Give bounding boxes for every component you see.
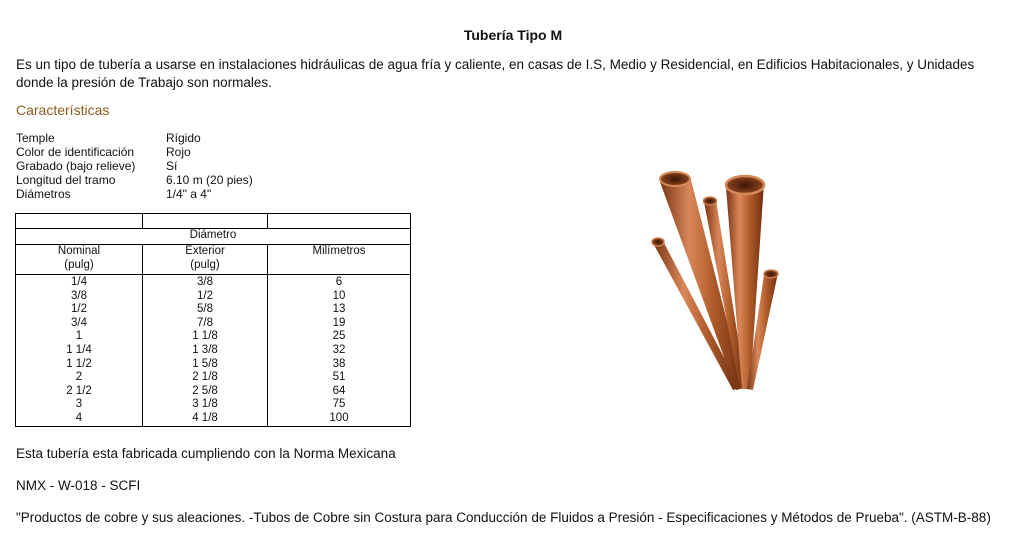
cell-exterior: 1 3/8 — [143, 344, 268, 358]
table-spacer-row — [16, 214, 411, 229]
table-group-header-row — [16, 229, 411, 245]
cell-nominal: 3 — [16, 398, 143, 412]
spec-value: Rígido — [166, 131, 201, 145]
cell-exterior: 7/8 — [143, 317, 268, 331]
column-header-exterior — [143, 245, 268, 275]
cell-nominal: 1 1/4 — [16, 344, 143, 358]
header-nominal: Nominal (pulg) — [57, 245, 101, 271]
table-row — [16, 344, 411, 358]
spec-key: Longitud del tramo — [16, 173, 116, 187]
spec-value: Sí — [166, 159, 178, 173]
cell-mm: 51 — [268, 371, 411, 385]
cell-exterior: 2 5/8 — [143, 385, 268, 399]
cell-nominal: 1/2 — [16, 303, 143, 317]
cell-mm: 38 — [268, 358, 411, 372]
intro-paragraph: Es un tipo de tubería a usarse en instalaciones hidráulicas de agua fría y caliente, en casas de I.S, Medio y Residencial, en Edificios Habitacionales, y Unidades donde la presión de Trabajo son normales. — [16, 57, 975, 90]
spec-value: Rojo — [166, 145, 191, 159]
column-header-nominal — [16, 245, 143, 275]
cell-mm: 19 — [268, 317, 411, 331]
table-row — [16, 371, 411, 385]
spec-value: 1/4" a 4" — [166, 187, 212, 201]
cell-nominal: 1 — [16, 330, 143, 344]
spec-row — [16, 173, 253, 187]
cell-exterior: 5/8 — [143, 303, 268, 317]
cell-exterior: 3/8 — [143, 275, 268, 290]
header-milimetros: Milímetros — [312, 245, 366, 257]
cell-nominal: 3/8 — [16, 290, 143, 304]
cell-exterior: 4 1/8 — [143, 412, 268, 426]
cell-mm: 25 — [268, 330, 411, 344]
cell-mm: 6 — [268, 275, 411, 290]
spec-key: Color de identificación — [16, 145, 135, 159]
table-row — [16, 275, 411, 290]
spec-key: Grabado (bajo relieve) — [16, 159, 136, 173]
table-row — [16, 358, 411, 372]
spec-row — [16, 145, 253, 159]
norm-note: Esta tubería esta fabricada cumpliendo con la Norma Mexicana — [16, 446, 396, 461]
spec-value: 6.10 m (20 pies) — [166, 173, 253, 187]
spec-key: Temple — [16, 131, 55, 145]
diameter-table — [15, 213, 411, 427]
cell-exterior: 1 5/8 — [143, 358, 268, 372]
cell-exterior: 2 1/8 — [143, 371, 268, 385]
norm-code: NMX - W-018 - SCFI — [16, 478, 141, 493]
table-group-header: Diámetro — [16, 229, 411, 245]
table-row — [16, 398, 411, 412]
spec-row — [16, 131, 253, 145]
cell-exterior: 1/2 — [143, 290, 268, 304]
cell-nominal: 1/4 — [16, 275, 143, 290]
cell-nominal: 2 — [16, 371, 143, 385]
spec-row — [16, 187, 253, 201]
cell-mm: 32 — [268, 344, 411, 358]
copper-pipes-illustration — [640, 160, 800, 400]
cell-mm: 100 — [268, 412, 411, 426]
header-exterior: Exterior (pulg) — [185, 245, 225, 271]
column-header-milimetros — [268, 245, 411, 275]
section-title: Características — [16, 102, 110, 118]
cell-mm: 64 — [268, 385, 411, 399]
spec-key: Diámetros — [16, 187, 71, 201]
table-row — [16, 303, 411, 317]
table-header-row — [16, 245, 411, 275]
specs-list — [16, 131, 253, 201]
cell-exterior: 3 1/8 — [143, 398, 268, 412]
page-title: Tubería Tipo M — [463, 27, 563, 43]
cell-mm: 13 — [268, 303, 411, 317]
table-row — [16, 385, 411, 399]
table-row — [16, 290, 411, 304]
cell-mm: 75 — [268, 398, 411, 412]
cell-nominal: 4 — [16, 412, 143, 426]
norm-description: "Productos de cobre y sus aleaciones. -Tubos de Cobre sin Costura para Conducción de Fluidos a Presión - Especificaciones y Métodos de Prueba". (ASTM-B-88) — [16, 510, 991, 525]
table-row — [16, 317, 411, 331]
table-row — [16, 412, 411, 426]
cell-exterior: 1 1/8 — [143, 330, 268, 344]
cell-nominal: 1 1/2 — [16, 358, 143, 372]
spec-row — [16, 159, 253, 173]
cell-nominal: 3/4 — [16, 317, 143, 331]
table-row — [16, 330, 411, 344]
cell-nominal: 2 1/2 — [16, 385, 143, 399]
cell-mm: 10 — [268, 290, 411, 304]
